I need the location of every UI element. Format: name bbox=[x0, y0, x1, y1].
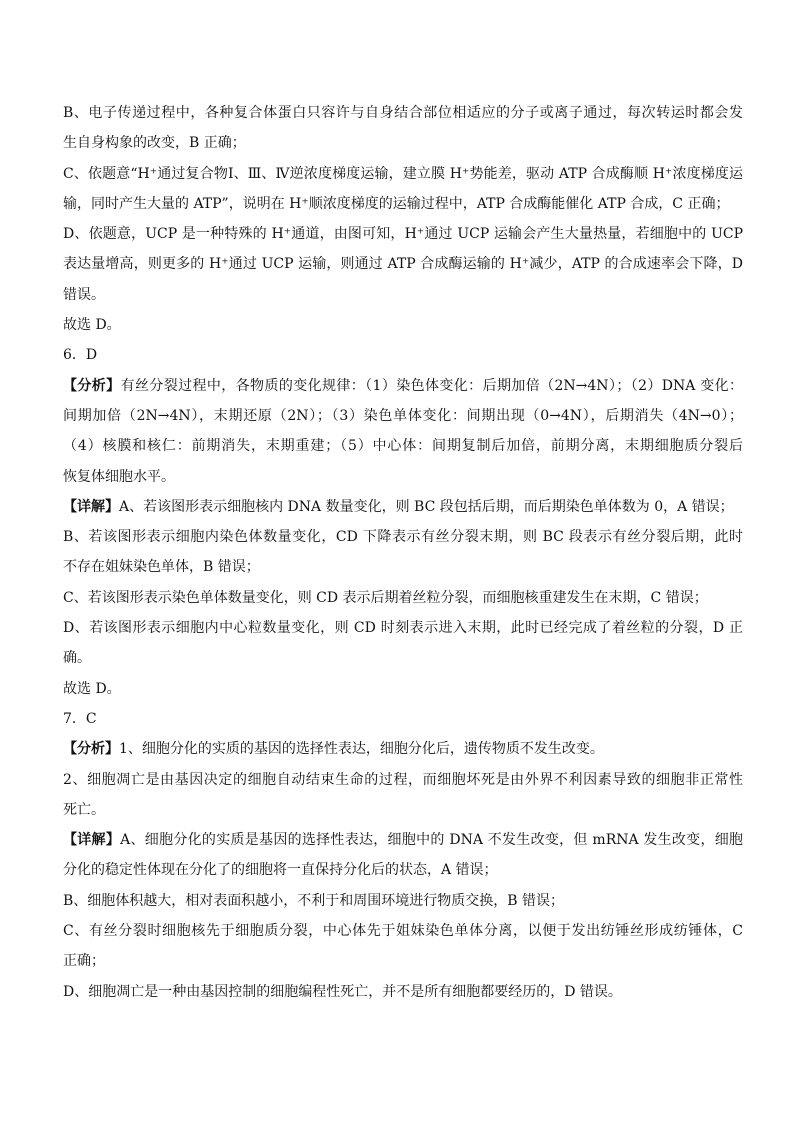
paragraph bbox=[63, 340, 743, 370]
text-line bbox=[63, 583, 743, 613]
line-text: 错误。 bbox=[63, 286, 105, 303]
text-line bbox=[63, 855, 743, 885]
text-line bbox=[63, 643, 743, 673]
text-line bbox=[63, 462, 743, 492]
text-line bbox=[63, 401, 743, 431]
line-text: 7．C bbox=[63, 710, 97, 727]
line-text: 有丝分裂过程中，各物质的变化规律：（1）染色体变化：后期加倍（2N→4N）；（2）DNA 变化： bbox=[120, 377, 743, 394]
line-text: 故选 D。 bbox=[63, 680, 121, 697]
section-tag: 【详解】 bbox=[63, 832, 121, 849]
paragraph bbox=[63, 492, 743, 522]
line-text: C、有丝分裂时细胞核先于细胞质分裂，中心体先于姐妹染色单体分离，以便于发出纺锤丝形成纺锤体，C bbox=[63, 923, 743, 940]
text-line bbox=[63, 249, 743, 279]
text-line bbox=[63, 280, 743, 310]
text-line bbox=[63, 946, 743, 976]
paragraph bbox=[63, 734, 743, 764]
text-line bbox=[63, 704, 743, 734]
line-text: 输，同时产生大量的 ATP”，说明在 H⁺顺浓度梯度的运输过程中，ATP 合成酶能催化 ATP 合成，C 正确； bbox=[63, 195, 730, 212]
paragraph bbox=[63, 765, 743, 826]
line-text: 恢复体细胞水平。 bbox=[63, 468, 175, 485]
line-text: 不存在姐妹染色单体，B 错误； bbox=[63, 559, 260, 576]
text-line bbox=[63, 371, 743, 401]
paragraph bbox=[63, 704, 743, 734]
text-line bbox=[63, 159, 743, 189]
line-text: 生自身构象的改变，B 正确； bbox=[63, 135, 246, 152]
paragraph bbox=[63, 977, 743, 1007]
line-text: 死亡。 bbox=[63, 801, 105, 818]
line-text: B、电子传递过程中，各种复合体蛋白只容许与自身结合部位相适应的分子或离子通过，每次转运时都会发 bbox=[63, 105, 743, 121]
line-text: （4）核膜和核仁：前期消失，末期重建；（5）中心体：间期复制后加倍，前期分离，末期细胞质分裂后 bbox=[63, 438, 743, 455]
paragraph bbox=[63, 583, 743, 613]
paragraph bbox=[63, 310, 743, 340]
line-text: A、细胞分化的实质是基因的选择性表达，细胞中的 DNA 不发生改变，但 mRNA 发生改变，细胞 bbox=[120, 832, 743, 849]
line-text: 确。 bbox=[63, 650, 91, 667]
paragraph bbox=[63, 98, 743, 159]
text-line bbox=[63, 310, 743, 340]
line-text: B、细胞体积越大，相对表面积越小，不利于和周围环境进行物质交换，B 错误； bbox=[63, 892, 565, 909]
paragraph bbox=[63, 159, 743, 220]
line-text: 1、细胞分化的实质的基因的选择性表达，细胞分化后，遗传物质不发生改变。 bbox=[119, 741, 604, 758]
text-line bbox=[63, 340, 743, 370]
paragraph bbox=[63, 371, 743, 492]
line-text: 2、细胞凋亡是由基因决定的细胞自动结束生命的过程，而细胞坏死是由外界不利因素导致的细胞非正常性 bbox=[63, 771, 743, 788]
text-line bbox=[63, 552, 743, 582]
paragraph bbox=[63, 825, 743, 886]
line-text: 正确； bbox=[63, 953, 105, 970]
section-tag: 【分析】 bbox=[63, 741, 119, 758]
line-text: D、依题意，UCP 是一种特殊的 H⁺通道，由图可知，H⁺通过 UCP 运输会产生大量热量，若细胞中的 UCP bbox=[63, 226, 743, 243]
text-line bbox=[63, 522, 743, 552]
line-text: C、若该图形表示染色单体数量变化，则 CD 表示后期着丝粒分裂，而细胞核重建发生在末期，C 错误； bbox=[63, 589, 708, 606]
line-text: B、若该图形表示细胞内染色体数量变化，CD 下降表示有丝分裂末期，则 BC 段表示有丝分裂后期，此时 bbox=[63, 529, 743, 546]
answer-text bbox=[63, 98, 743, 1007]
paragraph bbox=[63, 522, 743, 583]
text-line bbox=[63, 825, 743, 855]
text-line bbox=[63, 613, 743, 643]
text-line bbox=[63, 795, 743, 825]
line-text: D、细胞凋亡是一种由基因控制的细胞编程性死亡，并不是所有细胞都要经历的，D 错误。 bbox=[63, 983, 622, 1000]
paragraph bbox=[63, 916, 743, 977]
section-tag: 【详解】 bbox=[63, 498, 119, 515]
paragraph bbox=[63, 674, 743, 704]
line-text: D、若该图形表示细胞内中心粒数量变化，则 CD 时刻表示进入末期，此时已经完成了着丝粒的分裂，D 正 bbox=[63, 620, 743, 637]
text-line bbox=[63, 977, 743, 1007]
text-line bbox=[63, 128, 743, 158]
text-line bbox=[63, 189, 743, 219]
paragraph bbox=[63, 613, 743, 674]
paragraph bbox=[63, 886, 743, 916]
text-line bbox=[63, 492, 743, 522]
text-line bbox=[63, 674, 743, 704]
text-line bbox=[63, 886, 743, 916]
section-tag: 【分析】 bbox=[63, 377, 121, 394]
line-text: A、若该图形表示细胞核内 DNA 数量变化，则 BC 段包括后期，而后期染色单体数为 0，A 错误； bbox=[119, 498, 734, 515]
text-line bbox=[63, 916, 743, 946]
line-text: 故选 D。 bbox=[63, 317, 121, 334]
text-line bbox=[63, 734, 743, 764]
line-text: 6．D bbox=[63, 347, 98, 364]
text-line bbox=[63, 431, 743, 461]
paragraph bbox=[63, 219, 743, 310]
text-line bbox=[63, 219, 743, 249]
text-line bbox=[63, 98, 743, 128]
line-text: 分化的稳定性体现在分化了的细胞将一直保持分化后的状态，A 错误； bbox=[63, 862, 498, 879]
line-text: 表达量增高，则更多的 H⁺通过 UCP 运输，则通过 ATP 合成酶运输的 H⁺减少，ATP 的合成速率会下降，D bbox=[63, 256, 743, 273]
line-text: 间期加倍（2N→4N），末期还原（2N）；（3）染色单体变化：间期出现（0→4N），后期消失（4N→0）； bbox=[63, 407, 743, 424]
line-text: C、依题意“H⁺通过复合物Ⅰ、Ⅲ、Ⅳ逆浓度梯度运输，建立膜 H⁺势能差，驱动 ATP 合成酶顺 H⁺浓度梯度运 bbox=[63, 165, 743, 182]
text-line bbox=[63, 765, 743, 795]
